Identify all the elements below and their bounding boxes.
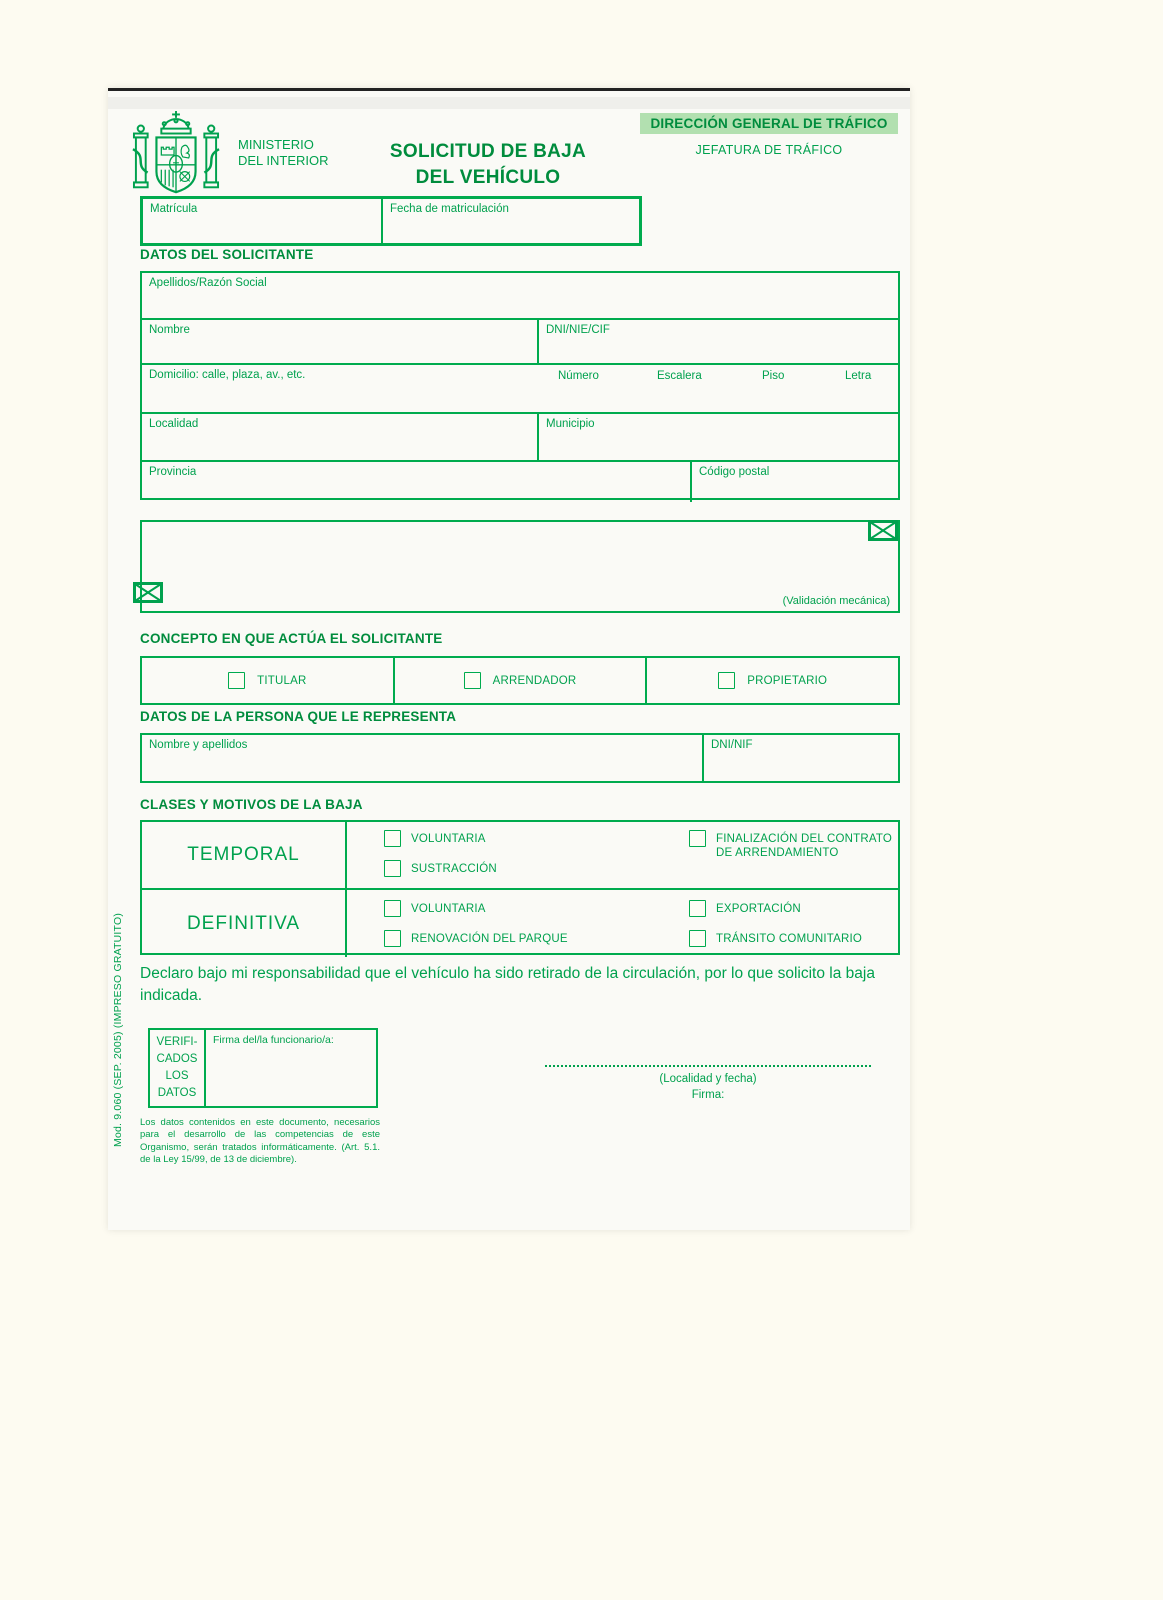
dni-field[interactable] bbox=[537, 320, 898, 363]
exportacion-label: EXPORTACIÓN bbox=[716, 903, 801, 915]
baja-box bbox=[140, 820, 900, 955]
row-nombre-dni bbox=[142, 318, 898, 363]
concepto-heading: CONCEPTO EN QUE ACTÚA EL SOLICITANTE bbox=[140, 631, 443, 646]
piso-label: Piso bbox=[762, 370, 785, 382]
provincia-field[interactable] bbox=[142, 462, 690, 502]
jefatura-label: JEFATURA DE TRÁFICO bbox=[695, 143, 843, 157]
form-title-line2: DEL VEHÍCULO bbox=[415, 166, 561, 188]
option-renovacion-parque bbox=[384, 930, 568, 947]
registration-mark-icon bbox=[133, 582, 163, 603]
definitiva-label: DEFINITIVA bbox=[142, 890, 347, 957]
row-localidad-municipio bbox=[142, 412, 898, 460]
propietario-checkbox[interactable] bbox=[718, 672, 735, 689]
representante-dni-label: DNI/NIF bbox=[711, 739, 753, 751]
transito-comunitario-label: TRÁNSITO COMUNITARIO bbox=[716, 933, 863, 945]
localidad-fecha-field[interactable] bbox=[545, 1053, 871, 1067]
representante-nombre-label: Nombre y apellidos bbox=[149, 739, 248, 751]
codigo-postal-label: Código postal bbox=[699, 466, 770, 478]
localidad-fecha-label: (Localidad y fecha) bbox=[659, 1073, 757, 1085]
firma-label: Firma: bbox=[691, 1089, 725, 1102]
option-transito-comunitario bbox=[689, 930, 862, 947]
ministry-line1: MINISTERIO bbox=[238, 137, 314, 152]
option-temporal-voluntaria bbox=[384, 830, 486, 847]
form-sheet bbox=[108, 88, 910, 1230]
solicitante-heading: DATOS DEL SOLICITANTE bbox=[140, 247, 314, 262]
dgt-banner: DIRECCIÓN GENERAL DE TRÁFICO bbox=[640, 113, 897, 134]
registration-mark-icon bbox=[868, 520, 898, 541]
matricula-field[interactable] bbox=[143, 199, 383, 243]
form-model-note: Mod. 9.060 (SEP. 2005) (IMPRESO GRATUITO) bbox=[112, 912, 124, 1147]
arrendador-checkbox[interactable] bbox=[464, 672, 481, 689]
letra-label: Letra bbox=[845, 370, 872, 382]
option-propietario bbox=[645, 658, 898, 703]
scan-artifact-band bbox=[108, 97, 910, 109]
representante-nombre-field[interactable] bbox=[142, 735, 702, 781]
municipio-label: Municipio bbox=[546, 418, 595, 430]
fecha-matriculacion-label: Fecha de matriculación bbox=[390, 203, 509, 215]
provincia-label: Provincia bbox=[149, 466, 197, 478]
option-definitiva-voluntaria bbox=[384, 900, 486, 917]
option-temporal-sustraccion bbox=[384, 860, 497, 877]
coat-of-arms-icon bbox=[132, 107, 220, 205]
transito-comunitario-checkbox[interactable] bbox=[689, 930, 706, 947]
privacy-note: Los datos contenidos en este documento, necesarios para el desarrollo de las competencias de este Organismo, serán tratados informáticamente. (Art. 5.1. de la Ley 15/99, de 13 de diciembre). bbox=[140, 1117, 380, 1166]
baja-row-definitiva bbox=[142, 888, 898, 957]
domicilio-label: Domicilio: calle, plaza, av., etc. bbox=[149, 369, 306, 381]
arrendador-label: ARRENDADOR bbox=[492, 674, 577, 687]
verificados-line2: CADOS bbox=[156, 1052, 198, 1065]
localidad-label: Localidad bbox=[149, 418, 199, 430]
temporal-options bbox=[349, 822, 898, 888]
validacion-mecanica-box bbox=[140, 520, 900, 613]
verificados-label bbox=[150, 1030, 206, 1106]
firma-funcionario-label: Firma del/la funcionario/a: bbox=[213, 1034, 334, 1046]
option-finalizacion-contrato bbox=[689, 830, 904, 861]
verificados-line4: DATOS bbox=[157, 1087, 197, 1100]
concepto-box bbox=[140, 656, 900, 705]
exportacion-checkbox[interactable] bbox=[689, 900, 706, 917]
verificados-line1: VERIFI- bbox=[156, 1035, 198, 1048]
declaration-text: Declaro bajo mi responsabilidad que el vehículo ha sido retirado de la circulación, por lo que solicito la baja indicada. bbox=[140, 965, 875, 1005]
apellidos-field[interactable] bbox=[142, 273, 898, 318]
municipio-field[interactable] bbox=[537, 414, 898, 460]
finalizacion-contrato-checkbox[interactable] bbox=[689, 830, 706, 847]
ministry-name bbox=[238, 137, 329, 170]
temporal-sustraccion-checkbox[interactable] bbox=[384, 860, 401, 877]
dni-label: DNI/NIE/CIF bbox=[546, 324, 610, 336]
verificados-box bbox=[148, 1028, 378, 1108]
firma-funcionario-field[interactable] bbox=[206, 1030, 376, 1106]
propietario-label: PROPIETARIO bbox=[747, 674, 828, 687]
solicitante-box bbox=[140, 271, 900, 500]
representante-box bbox=[140, 733, 900, 783]
fecha-matriculacion-field[interactable] bbox=[383, 199, 639, 243]
form-title-line1: SOLICITUD DE BAJA bbox=[389, 141, 587, 162]
ministry-line2: DEL INTERIOR bbox=[238, 153, 329, 169]
option-titular bbox=[142, 658, 393, 703]
signature-area bbox=[545, 1053, 871, 1103]
option-exportacion bbox=[689, 900, 801, 917]
nombre-field[interactable] bbox=[142, 320, 537, 363]
baja-row-temporal bbox=[142, 822, 898, 888]
codigo-postal-field[interactable] bbox=[690, 462, 898, 502]
renovacion-parque-label: RENOVACIÓN DEL PARQUE bbox=[411, 933, 568, 945]
representante-heading: DATOS DE LA PERSONA QUE LE REPRESENTA bbox=[140, 709, 457, 724]
definitiva-voluntaria-checkbox[interactable] bbox=[384, 900, 401, 917]
temporal-label: TEMPORAL bbox=[142, 822, 347, 888]
plate-box bbox=[140, 196, 642, 246]
renovacion-parque-checkbox[interactable] bbox=[384, 930, 401, 947]
definitiva-voluntaria-label: VOLUNTARIA bbox=[411, 903, 486, 915]
finalizacion-contrato-label: FINALIZACIÓN DEL CONTRATO DE ARRENDAMIENTO bbox=[716, 833, 893, 860]
form-title bbox=[358, 139, 618, 190]
row-provincia-cp bbox=[142, 460, 898, 502]
domicilio-field[interactable] bbox=[142, 363, 898, 412]
header-right bbox=[638, 113, 900, 157]
definitiva-options bbox=[349, 890, 898, 957]
temporal-sustraccion-label: SUSTRACCIÓN bbox=[411, 863, 497, 875]
temporal-voluntaria-label: VOLUNTARIA bbox=[411, 833, 486, 845]
temporal-voluntaria-checkbox[interactable] bbox=[384, 830, 401, 847]
localidad-field[interactable] bbox=[142, 414, 537, 460]
numero-label: Número bbox=[558, 370, 599, 382]
verificados-line3: LOS bbox=[165, 1070, 189, 1082]
baja-heading: CLASES Y MOTIVOS DE LA BAJA bbox=[140, 797, 363, 812]
option-arrendador bbox=[393, 658, 646, 703]
representante-dni-field[interactable] bbox=[702, 735, 898, 781]
apellidos-label: Apellidos/Razón Social bbox=[149, 277, 267, 289]
titular-checkbox[interactable] bbox=[228, 672, 245, 689]
validacion-label: (Validación mecánica) bbox=[782, 595, 890, 607]
escalera-label: Escalera bbox=[657, 370, 702, 382]
nombre-label: Nombre bbox=[149, 324, 190, 336]
titular-label: TITULAR bbox=[257, 674, 307, 687]
matricula-label: Matrícula bbox=[150, 203, 198, 215]
